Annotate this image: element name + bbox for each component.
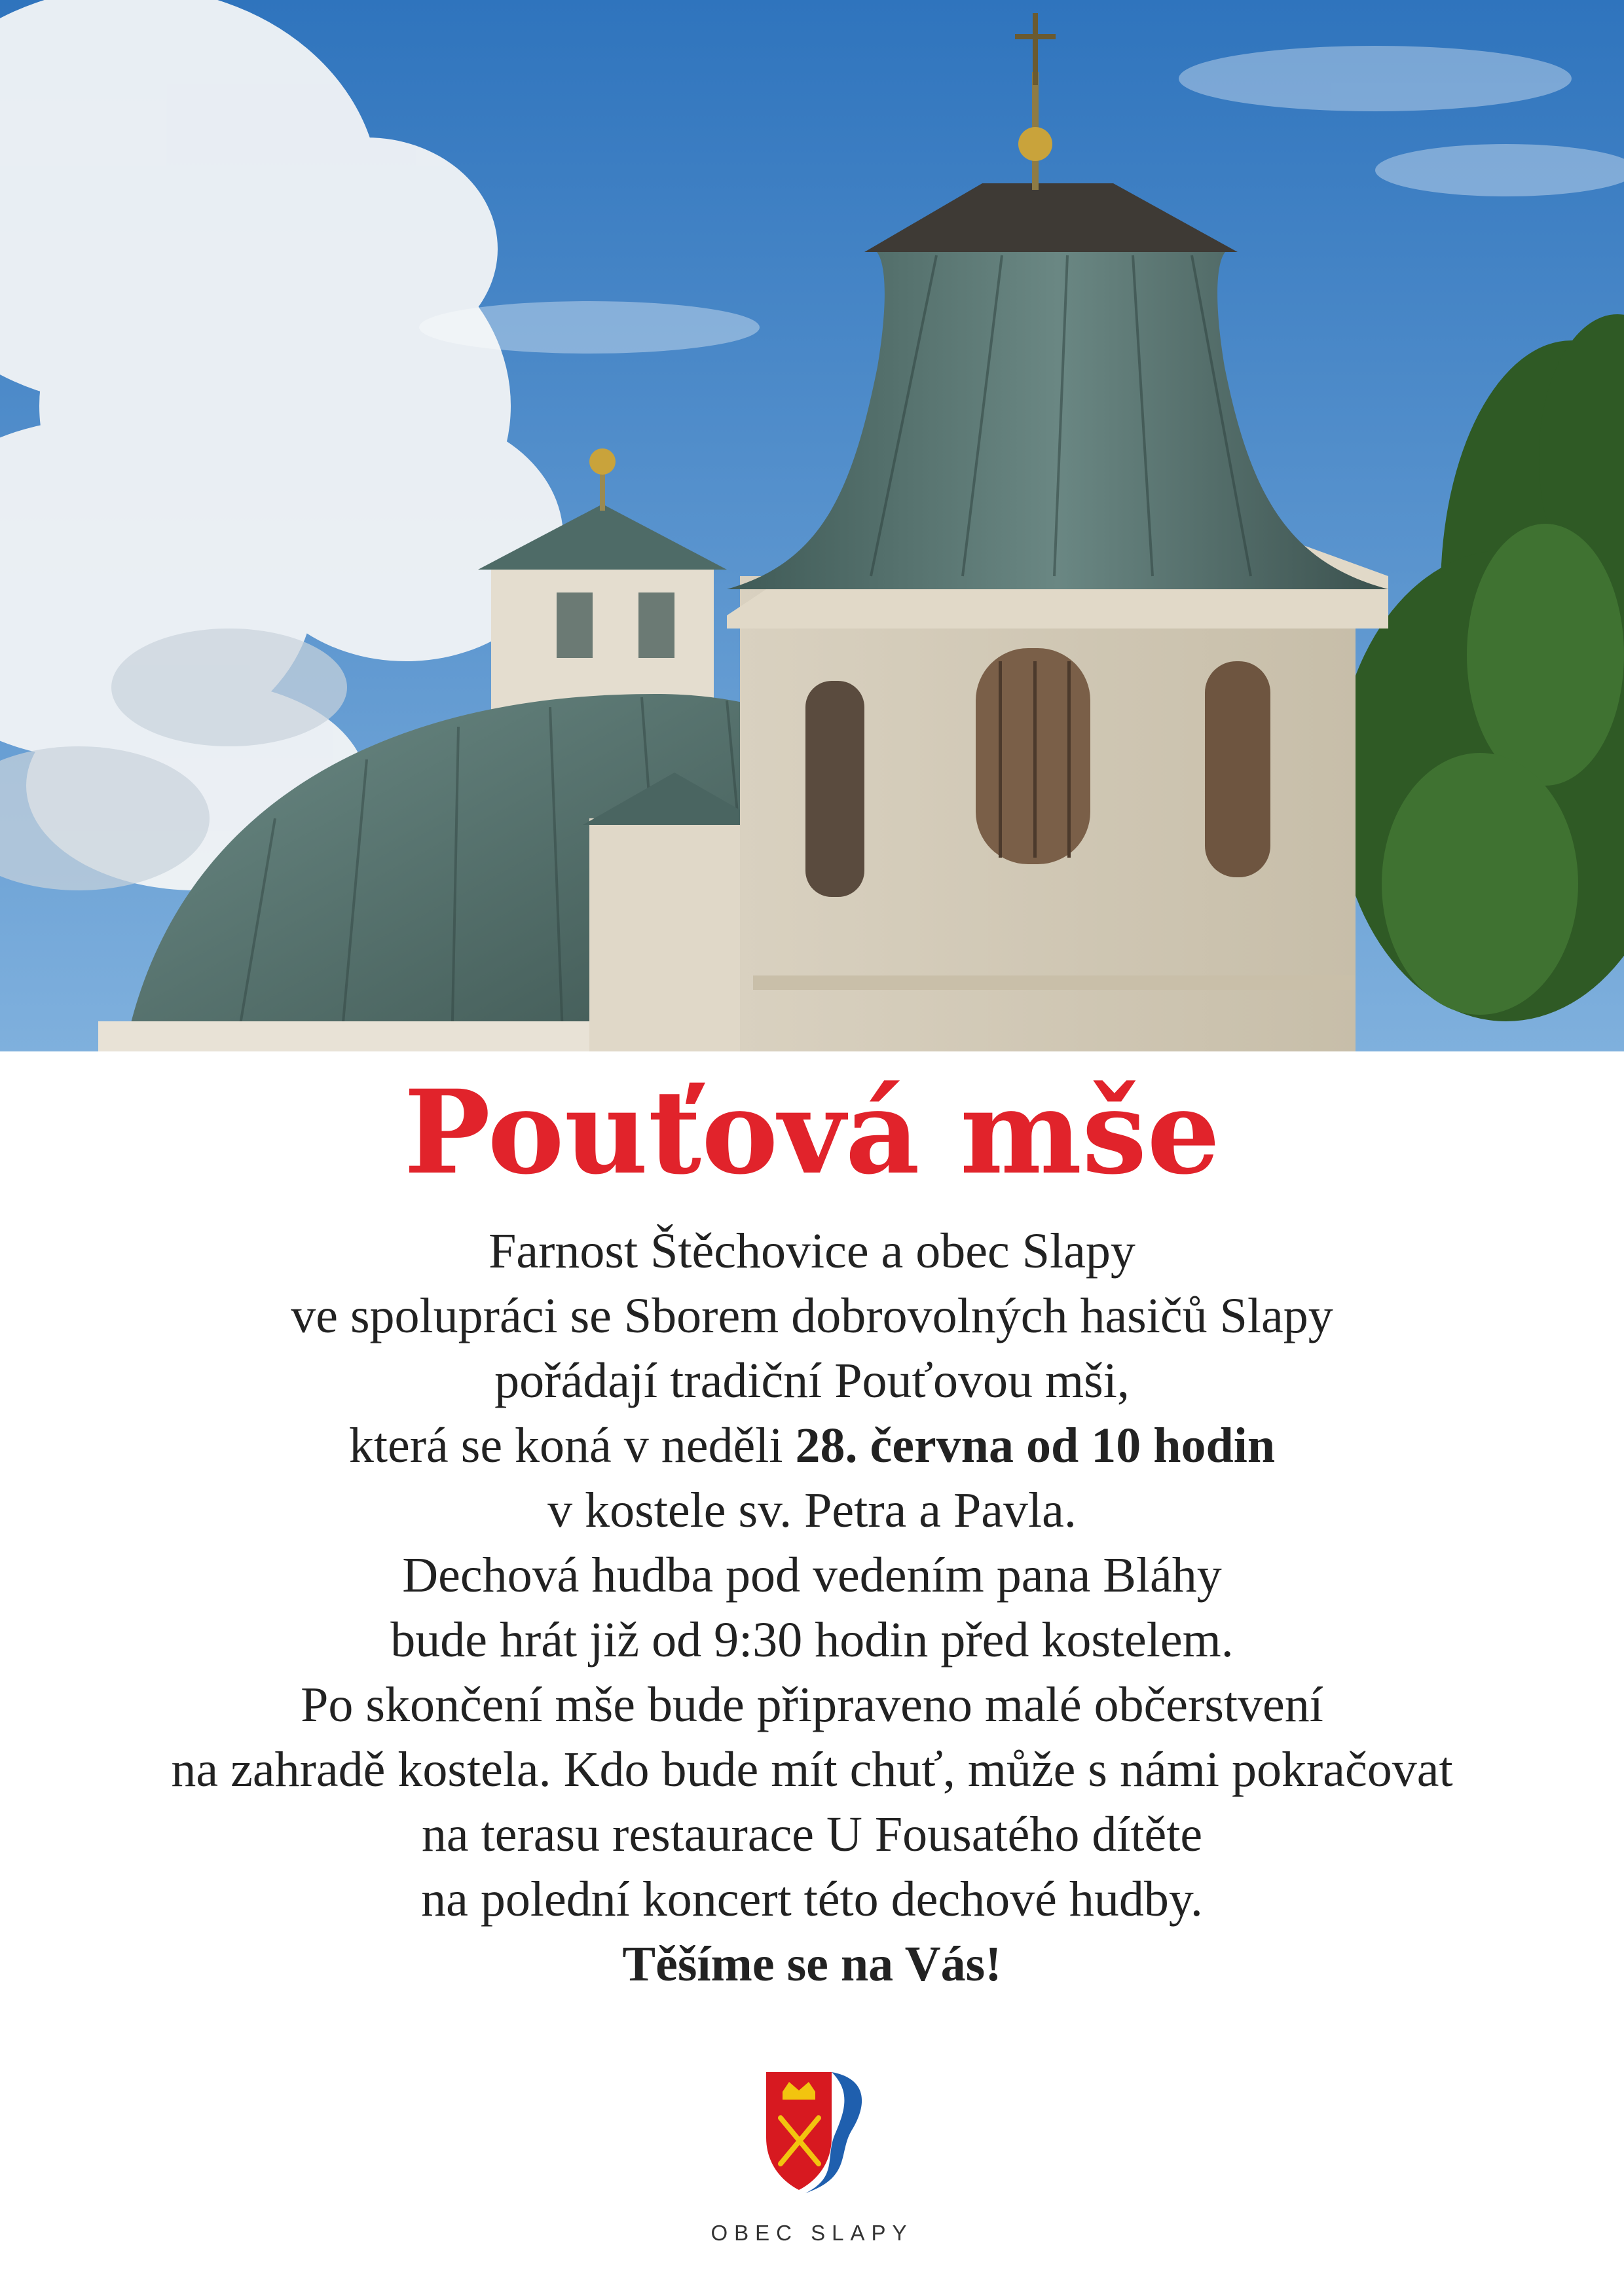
text-line-date: [0, 1413, 1624, 1478]
text-line: bude hrát již od 9:30 hodin před kostelem.: [390, 1613, 1234, 1667]
date-intro: která se koná v neděli: [348, 1418, 796, 1473]
text-line: Farnost Štěchovice a obec Slapy: [489, 1224, 1135, 1279]
text-line: Dechová hudba pod vedením pana Bláhy: [402, 1548, 1222, 1603]
closing-line: [0, 1932, 1624, 1997]
date-highlight: 28. června od 10 hodin: [795, 1418, 1276, 1473]
closing-text: Těšíme se na Vás!: [622, 1937, 1002, 1992]
text-line: v kostele sv. Petra a Pavla.: [547, 1483, 1077, 1538]
church-photo-icon: [0, 0, 1624, 1051]
logo-caption: OBEC SLAPY: [710, 2221, 913, 2245]
text-line: na terasu restaurace U Fousatého dítěte: [421, 1807, 1203, 1862]
event-description: [0, 1219, 1624, 1997]
text-line: Po skončení mše bude připraveno malé občerstvení: [301, 1677, 1323, 1732]
text-line: na zahradě kostela. Kdo bude mít chuť, může s námi pokračovat: [171, 1742, 1453, 1797]
text-line: na polední koncert této dechové hudby.: [421, 1872, 1203, 1927]
text-line: pořádají tradiční Pouťovou mši,: [494, 1353, 1130, 1408]
page-title: Pouťová mše: [403, 1065, 1221, 1200]
coat-of-arms-icon: [753, 2066, 871, 2196]
hero-photo: [0, 0, 1624, 1051]
text-line: ve spolupráci se Sborem dobrovolných hasičů Slapy: [291, 1288, 1333, 1343]
